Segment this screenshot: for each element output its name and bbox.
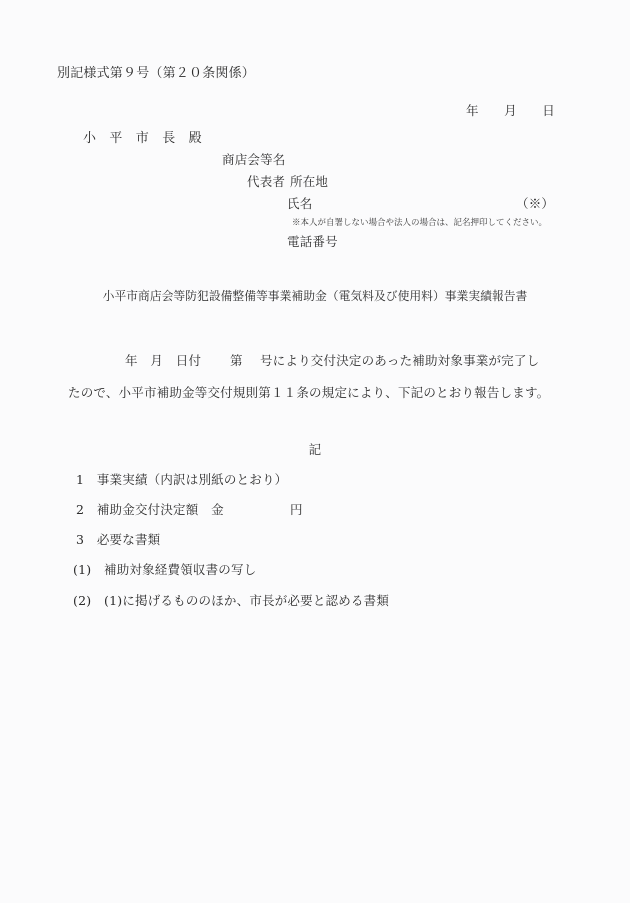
body-line2-text: たので、小平市補助金等交付規則第１１条の規定により、下記のとおり報告します。 <box>68 385 550 400</box>
body-line1-text: 号により交付決定のあった補助対象事業が完了し <box>260 353 540 368</box>
body-line1-date-part: 年 月 日付 <box>125 353 202 368</box>
notice-heading: 記 <box>308 442 322 457</box>
seal-mark: （※） <box>516 196 555 211</box>
name-label: 氏名 <box>287 196 313 211</box>
document-title: 小平市商店会等防犯設備整備等事業補助金（電気料及び使用料）事業実績報告書 <box>102 289 528 303</box>
date-placeholder: 年 月 日 <box>466 103 555 118</box>
addressee: 小 平 市 長 殿 <box>83 131 202 146</box>
address-label: 所在地 <box>290 174 329 189</box>
list-item-3: 3 必要な書類 <box>76 532 161 547</box>
list-item-2-unit: 円 <box>290 502 303 517</box>
seal-note: ※本人が自署しない場合や法人の場合は、記名押印してください。 <box>292 218 548 228</box>
phone-label: 電話番号 <box>287 234 338 249</box>
sub-item-2: (2) (1)に掲げるもののほか、市長が必要と認める書類 <box>73 593 390 608</box>
list-item-2: 2 補助金交付決定額 金 <box>76 502 224 517</box>
list-item-1: 1 事業実績（内訳は別紙のとおり） <box>76 472 288 487</box>
body-line1-number-prefix: 第 <box>230 353 243 368</box>
form-number: 別記様式第９号（第２０条関係） <box>57 66 256 81</box>
association-name-label: 商店会等名 <box>222 152 286 167</box>
sub-item-1: (1) 補助対象経費領収書の写し <box>73 562 257 577</box>
representative-label: 代表者 <box>247 174 286 189</box>
